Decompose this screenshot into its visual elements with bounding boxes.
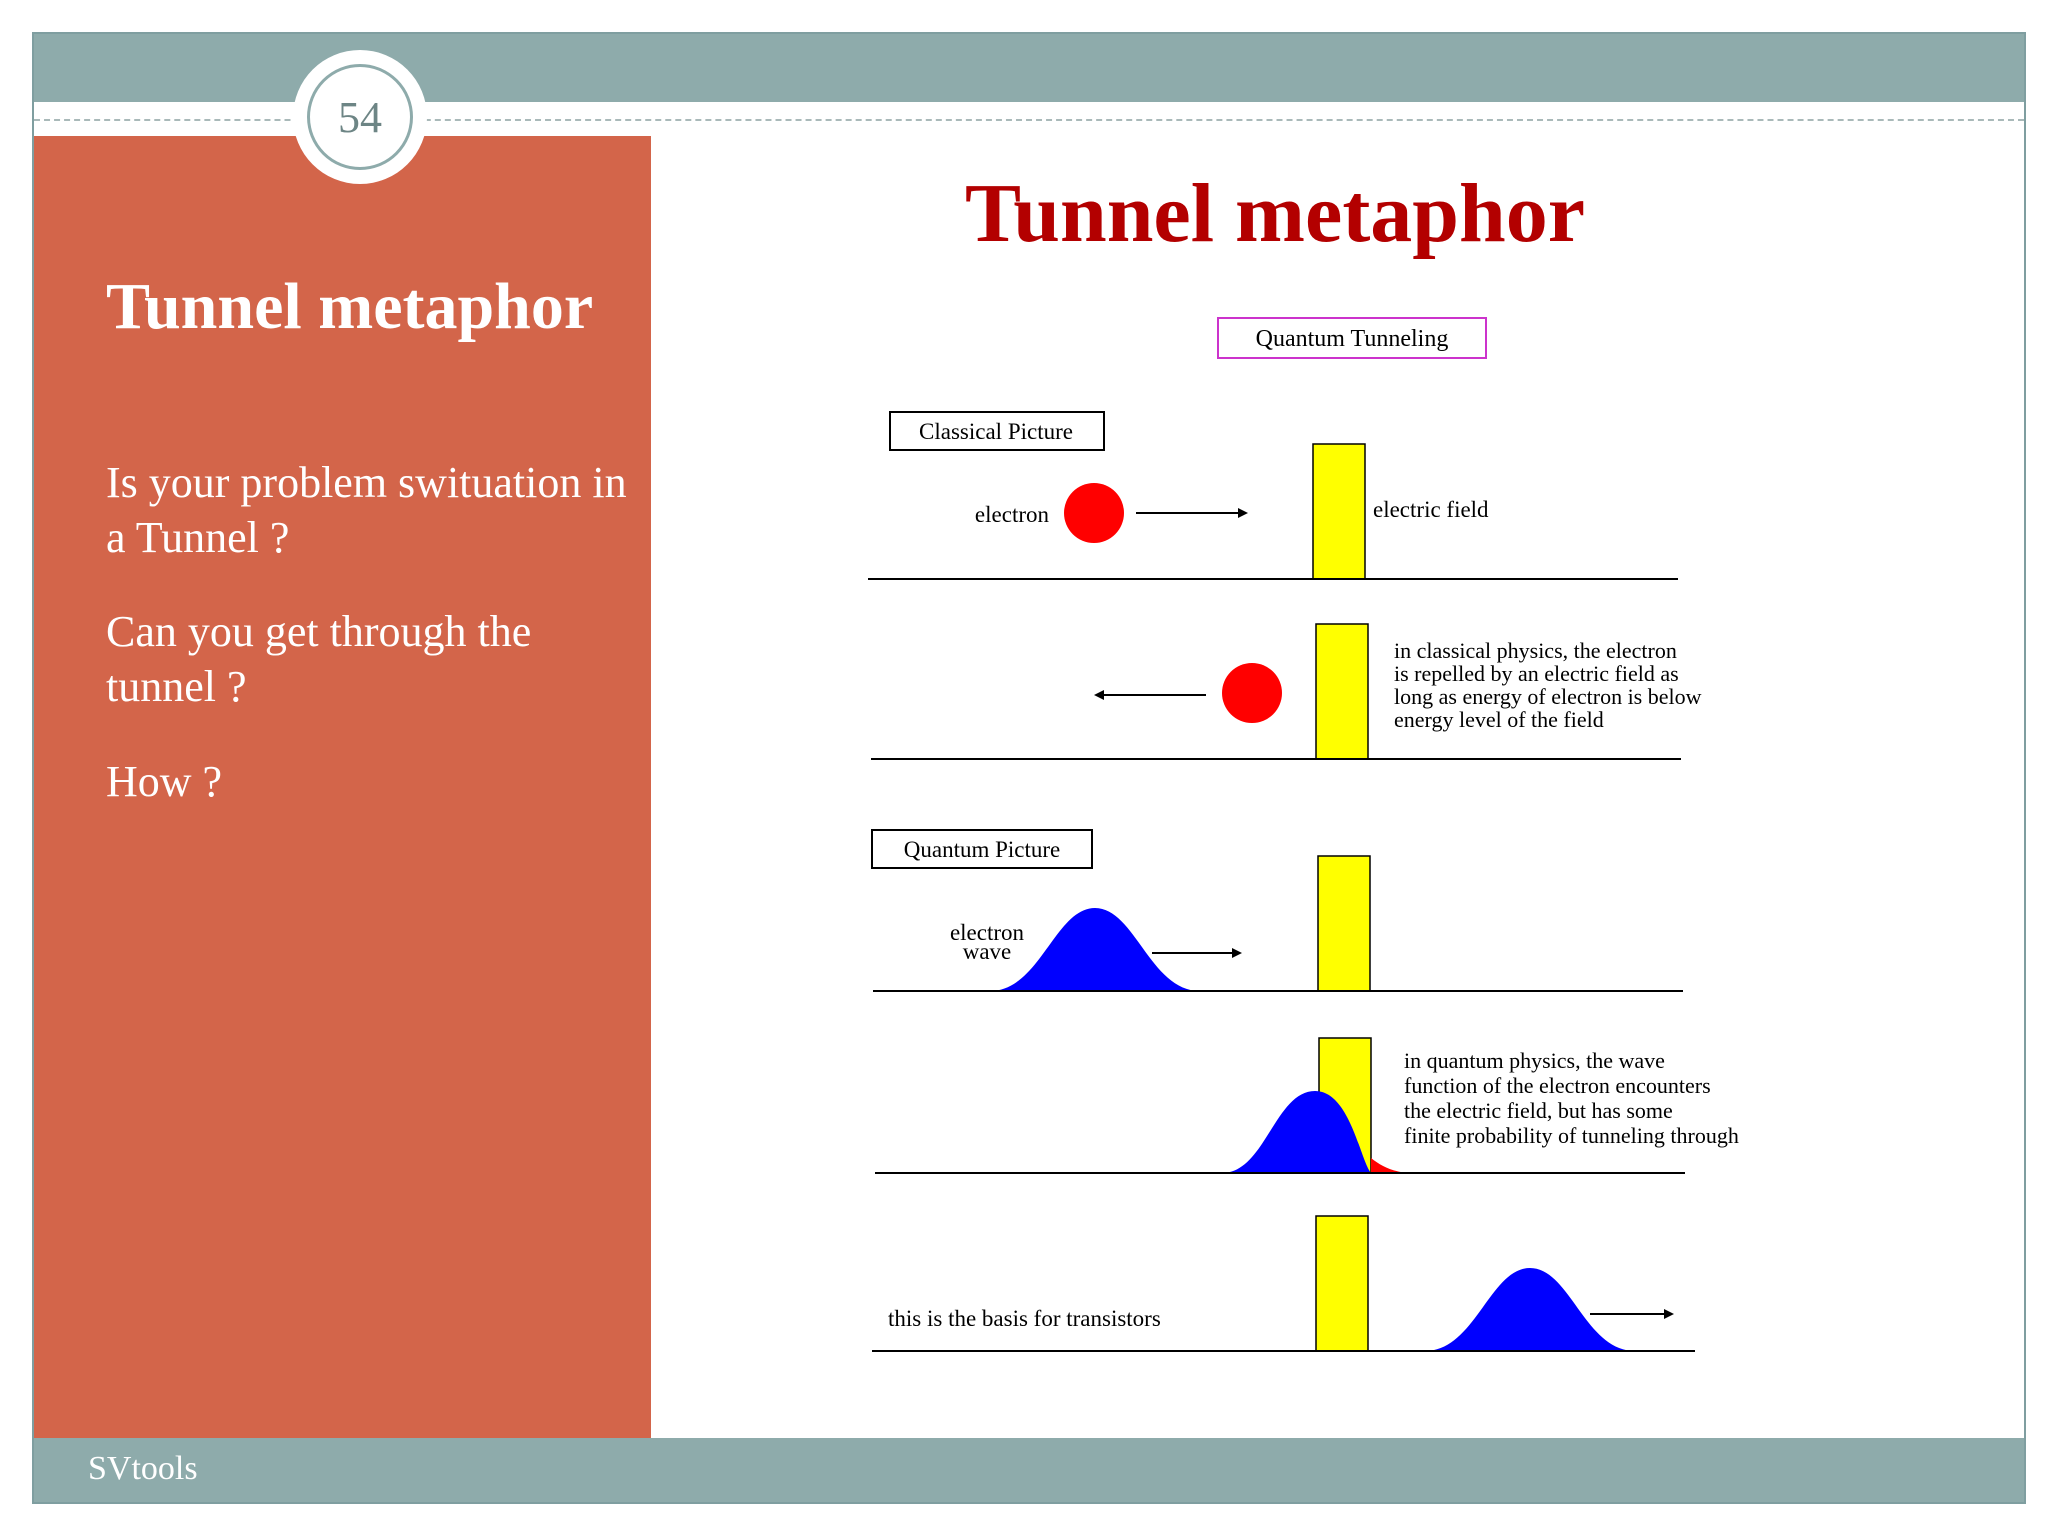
classical-label: Classical Picture <box>919 419 1073 444</box>
question-2: Can you get through the tunnel ? <box>106 607 532 711</box>
classical-note-line: energy level of the field <box>1394 707 1604 732</box>
footer-text: SVtools <box>88 1450 198 1487</box>
barrier <box>1316 624 1368 759</box>
wave-packet <box>1425 1268 1635 1351</box>
quantum-note-line: function of the electron encounters <box>1404 1073 1711 1098</box>
barrier <box>1316 1216 1368 1351</box>
classical-note-line: in classical physics, the electron <box>1394 638 1677 663</box>
quantum-note-line: the electric field, but has some <box>1404 1098 1673 1123</box>
electron-particle <box>1222 663 1282 723</box>
slide-number: 54 <box>338 92 382 142</box>
quantum-note-line: finite probability of tunneling through <box>1404 1123 1739 1148</box>
left-panel-title: Tunnel metaphor <box>106 270 594 343</box>
classical-note-line: is repelled by an electric field as <box>1394 661 1679 686</box>
transistor-note: this is the basis for transistors <box>888 1306 1161 1331</box>
barrier <box>1313 444 1365 579</box>
classical-note-line: long as energy of electron is below <box>1394 684 1702 709</box>
diagram-title: Quantum Tunneling <box>1255 326 1449 352</box>
page-title: Tunnel metaphor <box>964 167 1586 260</box>
electric-field-label: electric field <box>1373 497 1489 522</box>
barrier <box>1318 856 1370 991</box>
electron-wave-label: electron <box>949 920 1025 945</box>
quantum-note-line: in quantum physics, the wave <box>1404 1048 1665 1073</box>
electron-label: electron <box>974 502 1049 527</box>
tunneling-tail <box>1371 1158 1410 1173</box>
question-3: How ? <box>106 757 223 806</box>
electron-wave-label: wave <box>962 939 1012 964</box>
quantum-label: Quantum Picture <box>903 837 1061 862</box>
question-1: Is your problem swituation in a Tunnel ? <box>106 458 627 562</box>
electron-particle <box>1064 483 1124 543</box>
